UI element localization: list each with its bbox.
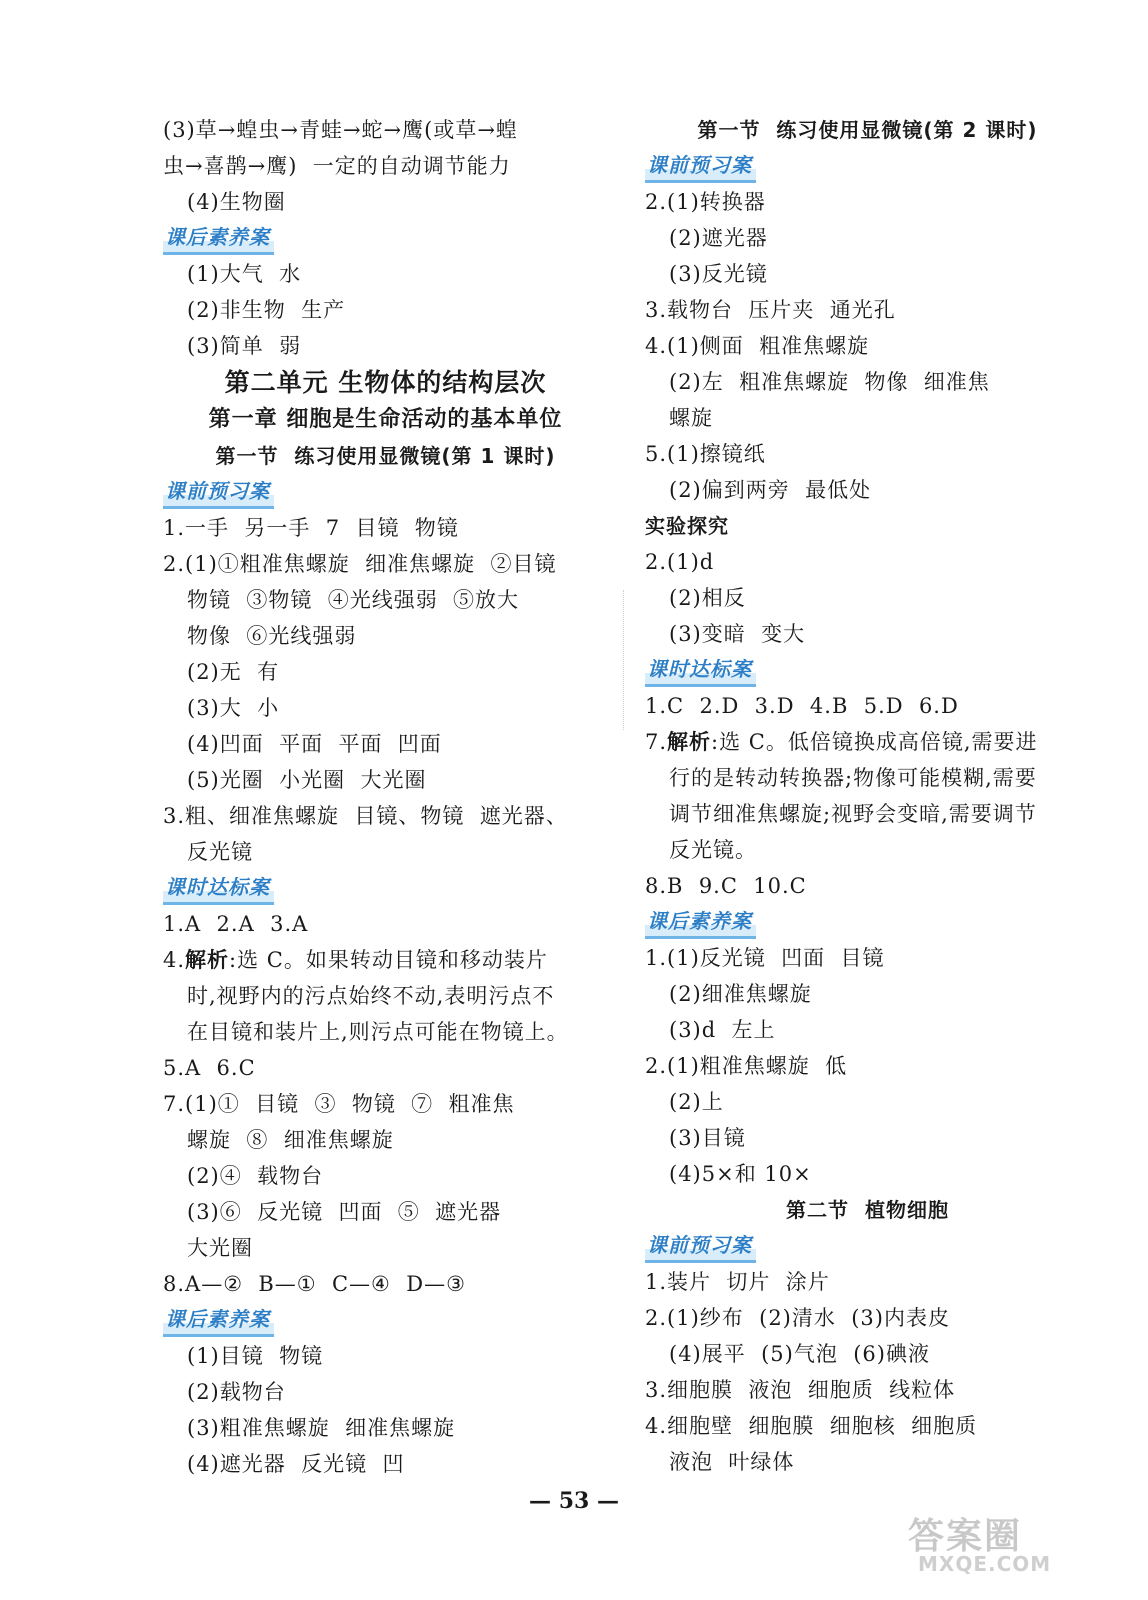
answer-line: 虫→喜鹊→鹰) 一定的自动调节能力 (163, 154, 511, 178)
answer-line: 2.(1)转换器 (645, 190, 766, 214)
answer-line: (2)④ 载物台 (187, 1164, 324, 1188)
answer-line: (2)遮光器 (669, 226, 768, 250)
answer-line: 7.解析:选 C。低倍镜换成高倍镜,需要进 (645, 730, 1038, 754)
answer-line: (2)相反 (669, 586, 746, 610)
answer-line: 反光镜 (187, 840, 253, 864)
answer-line: 3.载物台 压片夹 通光孔 (645, 298, 896, 322)
answer-line: (3)d 左上 (669, 1018, 776, 1042)
answer-line: (3)反光镜 (669, 262, 768, 286)
section-label-row (645, 148, 1090, 184)
left-column (163, 112, 608, 1482)
section-heading: 第一节 练习使用显微镜(第 2 课时) (697, 118, 1038, 142)
section-label-row (645, 1228, 1090, 1264)
watermark-url: MXQE.COM (918, 1552, 1052, 1576)
section-label-row (645, 652, 1090, 688)
section-label-row (163, 1302, 608, 1338)
answer-line: 3.细胞膜 液泡 细胞质 线粒体 (645, 1378, 956, 1402)
section-label: 课前预习案 (163, 478, 274, 509)
answer-line: (2)细准焦螺旋 (669, 982, 812, 1006)
answer-line: (2)载物台 (187, 1380, 286, 1404)
section-label: 课后素养案 (163, 1306, 274, 1337)
section-label-row (163, 220, 608, 256)
answer-line: (3)简单 弱 (187, 334, 302, 358)
answer-line: 5.(1)擦镜纸 (645, 442, 766, 466)
unit-heading: 第二单元 生物体的结构层次 (224, 368, 547, 397)
answer-line: (2)无 有 (187, 660, 280, 684)
answer-line: 2.(1)①粗准焦螺旋 细准焦螺旋 ②目镜 (163, 552, 557, 576)
answer-line: (5)光圈 小光圈 大光圈 (187, 768, 427, 792)
watermark-logo (908, 1508, 1118, 1578)
section-label: 课前预习案 (645, 1232, 756, 1263)
answer-line: 大光圈 (187, 1236, 253, 1260)
answer-line: 2.(1)d (645, 550, 715, 574)
answer-line: 行的是转动转换器;物像可能模糊,需要 (669, 766, 1037, 790)
keyword-analysis: 解析 (667, 730, 712, 754)
section-label-row (163, 870, 608, 906)
answer-line: (1)目镜 物镜 (187, 1344, 324, 1368)
section-heading: 第二节 植物细胞 (786, 1198, 949, 1222)
section-label: 课时达标案 (163, 874, 274, 905)
answer-line: (3)变暗 变大 (669, 622, 806, 646)
answer-line: 调节细准焦螺旋;视野会变暗,需要调节 (669, 802, 1037, 826)
answer-line: 8.A—② B—① C—④ D—③ (163, 1272, 466, 1296)
section-label-row (163, 474, 608, 510)
answer-line: 2.(1)粗准焦螺旋 低 (645, 1054, 848, 1078)
answer-line: 1.C 2.D 3.D 4.B 5.D 6.D (645, 694, 959, 718)
section-label: 课后素养案 (645, 908, 756, 939)
answer-line: (2)左 粗准焦螺旋 物像 细准焦 (669, 370, 990, 394)
answer-line: 1.A 2.A 3.A (163, 912, 309, 936)
keyword-analysis: 解析 (185, 948, 230, 972)
answer-line: 4.(1)侧面 粗准焦螺旋 (645, 334, 870, 358)
answer-line: 物像 ⑥光线强弱 (187, 624, 357, 648)
chapter-heading: 第一章 细胞是生命活动的基本单位 (208, 407, 563, 432)
section-label-row (645, 904, 1090, 940)
experiment-heading: 实验探究 (645, 514, 729, 538)
answer-line: (2)非生物 生产 (187, 298, 346, 322)
answer-line: 7.(1)① 目镜 ③ 物镜 ⑦ 粗准焦 (163, 1092, 515, 1116)
answer-line: 8.B 9.C 10.C (645, 874, 807, 898)
answer-line: (3)草→蝗虫→青蛙→蛇→鹰(或草→蝗 (163, 118, 518, 142)
answer-line: 1.一手 另一手 7 目镜 物镜 (163, 516, 459, 540)
answer-line: 4.细胞壁 细胞膜 细胞核 细胞质 (645, 1414, 978, 1438)
section-heading: 第一节 练习使用显微镜(第 1 课时) (215, 444, 556, 468)
answer-line: (3)目镜 (669, 1126, 746, 1150)
answer-line: (3)粗准焦螺旋 细准焦螺旋 (187, 1416, 456, 1440)
answer-line: (4)5×和 10× (669, 1162, 812, 1186)
answer-line: (2)偏到两旁 最低处 (669, 478, 872, 502)
answer-line: (2)上 (669, 1090, 724, 1114)
answer-line: 1.(1)反光镜 凹面 目镜 (645, 946, 885, 970)
answer-line: 螺旋 (669, 406, 713, 430)
answer-line: (4)展平 (5)气泡 (6)碘液 (669, 1342, 930, 1366)
answer-line: 螺旋 ⑧ 细准焦螺旋 (187, 1128, 394, 1152)
answer-line: 4.解析:选 C。如果转动目镜和移动装片 (163, 948, 548, 972)
answer-line: 液泡 叶绿体 (669, 1450, 795, 1474)
section-label: 课后素养案 (163, 224, 274, 255)
answer-line: 反光镜。 (669, 838, 757, 862)
answer-line: 时,视野内的污点始终不动,表明污点不 (187, 984, 555, 1008)
section-label: 课时达标案 (645, 656, 756, 687)
answer-line: (3)⑥ 反光镜 凹面 ⑤ 遮光器 (187, 1200, 502, 1224)
answer-line: 2.(1)纱布 (2)清水 (3)内表皮 (645, 1306, 950, 1330)
watermark-text: 答案圈 (908, 1516, 1023, 1557)
column-divider (623, 590, 624, 730)
page-number: — 53 — (529, 1488, 619, 1514)
answer-line: (4)凹面 平面 平面 凹面 (187, 732, 442, 756)
answer-line: 3.粗、细准焦螺旋 目镜、物镜 遮光器、 (163, 804, 568, 828)
answer-line: 1.装片 切片 涂片 (645, 1270, 830, 1294)
answer-line: (4)遮光器 反光镜 凹 (187, 1452, 405, 1476)
answer-line: (4)生物圈 (187, 190, 286, 214)
answer-line: (1)大气 水 (187, 262, 302, 286)
answer-line: 5.A 6.C (163, 1056, 256, 1080)
section-label: 课前预习案 (645, 152, 756, 183)
right-column (645, 112, 1090, 1480)
answer-line: (3)大 小 (187, 696, 280, 720)
answer-line: 物镜 ③物镜 ④光线强弱 ⑤放大 (187, 588, 520, 612)
answer-line: 在目镜和装片上,则污点可能在物镜上。 (187, 1020, 569, 1044)
